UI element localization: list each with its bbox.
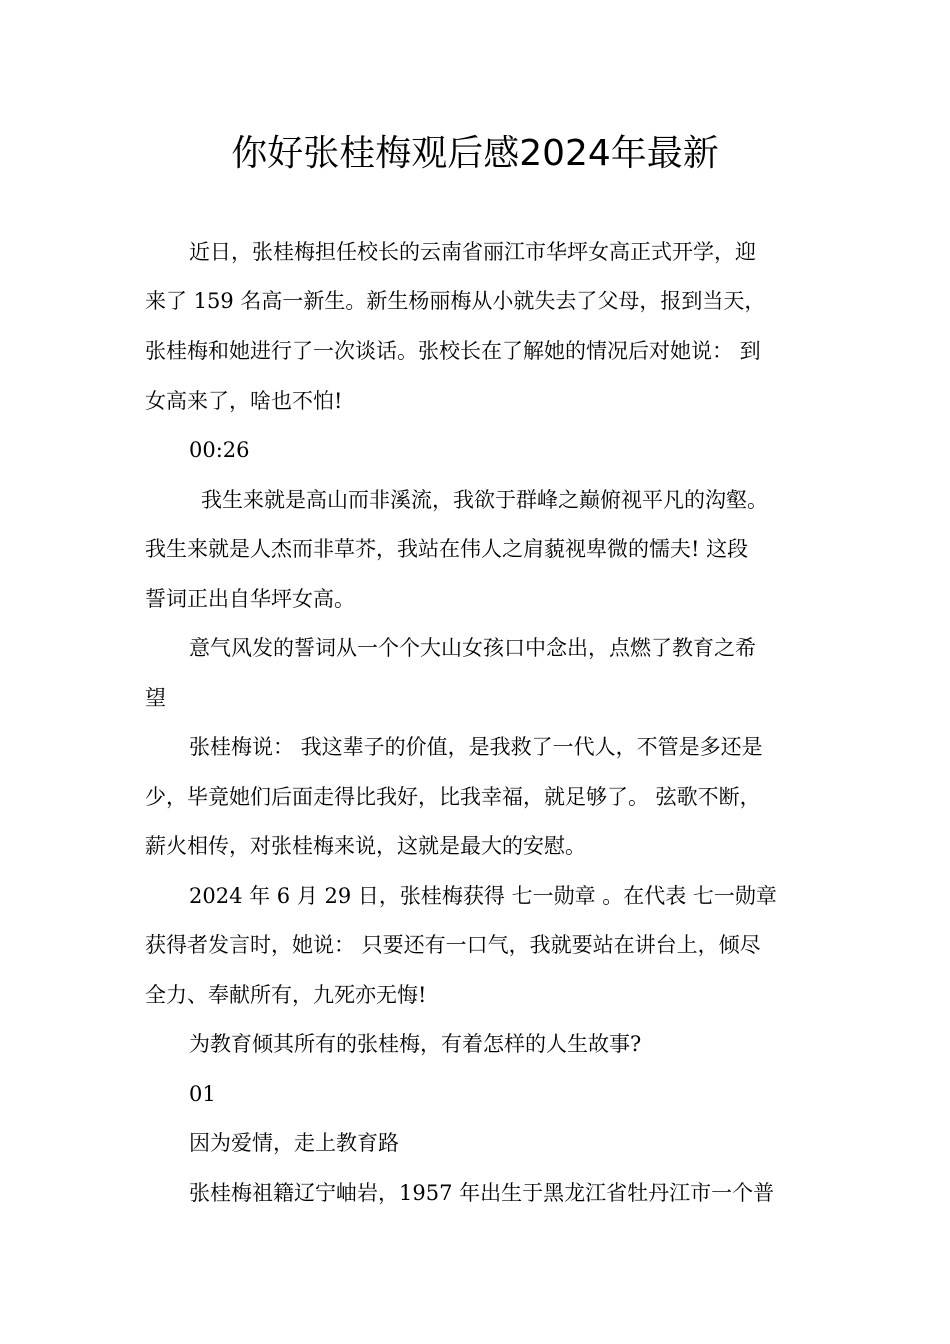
paragraph-line: 全力、奉献所有，九死亦无悔! [145,983,427,1007]
document-title: 你好张桂梅观后感2024年最新 [231,133,719,174]
paragraph-line: 张桂梅说： 我这辈子的价值，是我救了一代人，不管是多还是 [189,735,763,759]
paragraph-line: 近日，张桂梅担任校长的云南省丽江市华坪女高正式开学，迎 [189,240,756,264]
timestamp-line: 00:26 [189,438,250,462]
section-heading: 因为爱情，走上教育路 [189,1131,399,1155]
paragraph-line: 薪火相传，对张桂梅来说，这就是最大的安慰。 [145,834,586,858]
paragraph-line: 我生来就是高山而非溪流，我欲于群峰之巅俯视平凡的沟壑。 [201,488,768,512]
paragraph-line: 张桂梅和她进行了一次谈话。张校长在了解她的情况后对她说： 到 [145,339,761,363]
paragraph-line: 2024 年 6 月 29 日，张桂梅获得 七一勋章 。在代表 七一勋章 [189,884,777,908]
paragraph-line: 为教育倾其所有的张桂梅，有着怎样的人生故事? [189,1032,642,1056]
paragraph-line: 少，毕竟她们后面走得比我好，比我幸福，就足够了。 弦歌不断， [145,785,761,809]
paragraph-line: 誓词正出自华坪女高。 [145,587,355,611]
paragraph-line: 来了 159 名高一新生。新生杨丽梅从小就失去了父母，报到当天， [145,289,766,313]
paragraph-line: 女高来了，啥也不怕! [145,389,343,413]
paragraph-line: 我生来就是人杰而非草芥，我站在伟人之肩藐视卑微的懦夫! 这段 [145,537,749,561]
paragraph-line: 意气风发的誓词从一个个大山女孩口中念出，点燃了教育之希 [189,636,756,660]
paragraph-line: 望 [145,686,166,710]
paragraph-line: 张桂梅祖籍辽宁岫岩，1957 年出生于黑龙江省牡丹江市一个普 [189,1181,775,1205]
paragraph-line: 获得者发言时，她说： 只要还有一口气，我就要站在讲台上，倾尽 [145,933,761,957]
section-number: 01 [189,1082,216,1106]
